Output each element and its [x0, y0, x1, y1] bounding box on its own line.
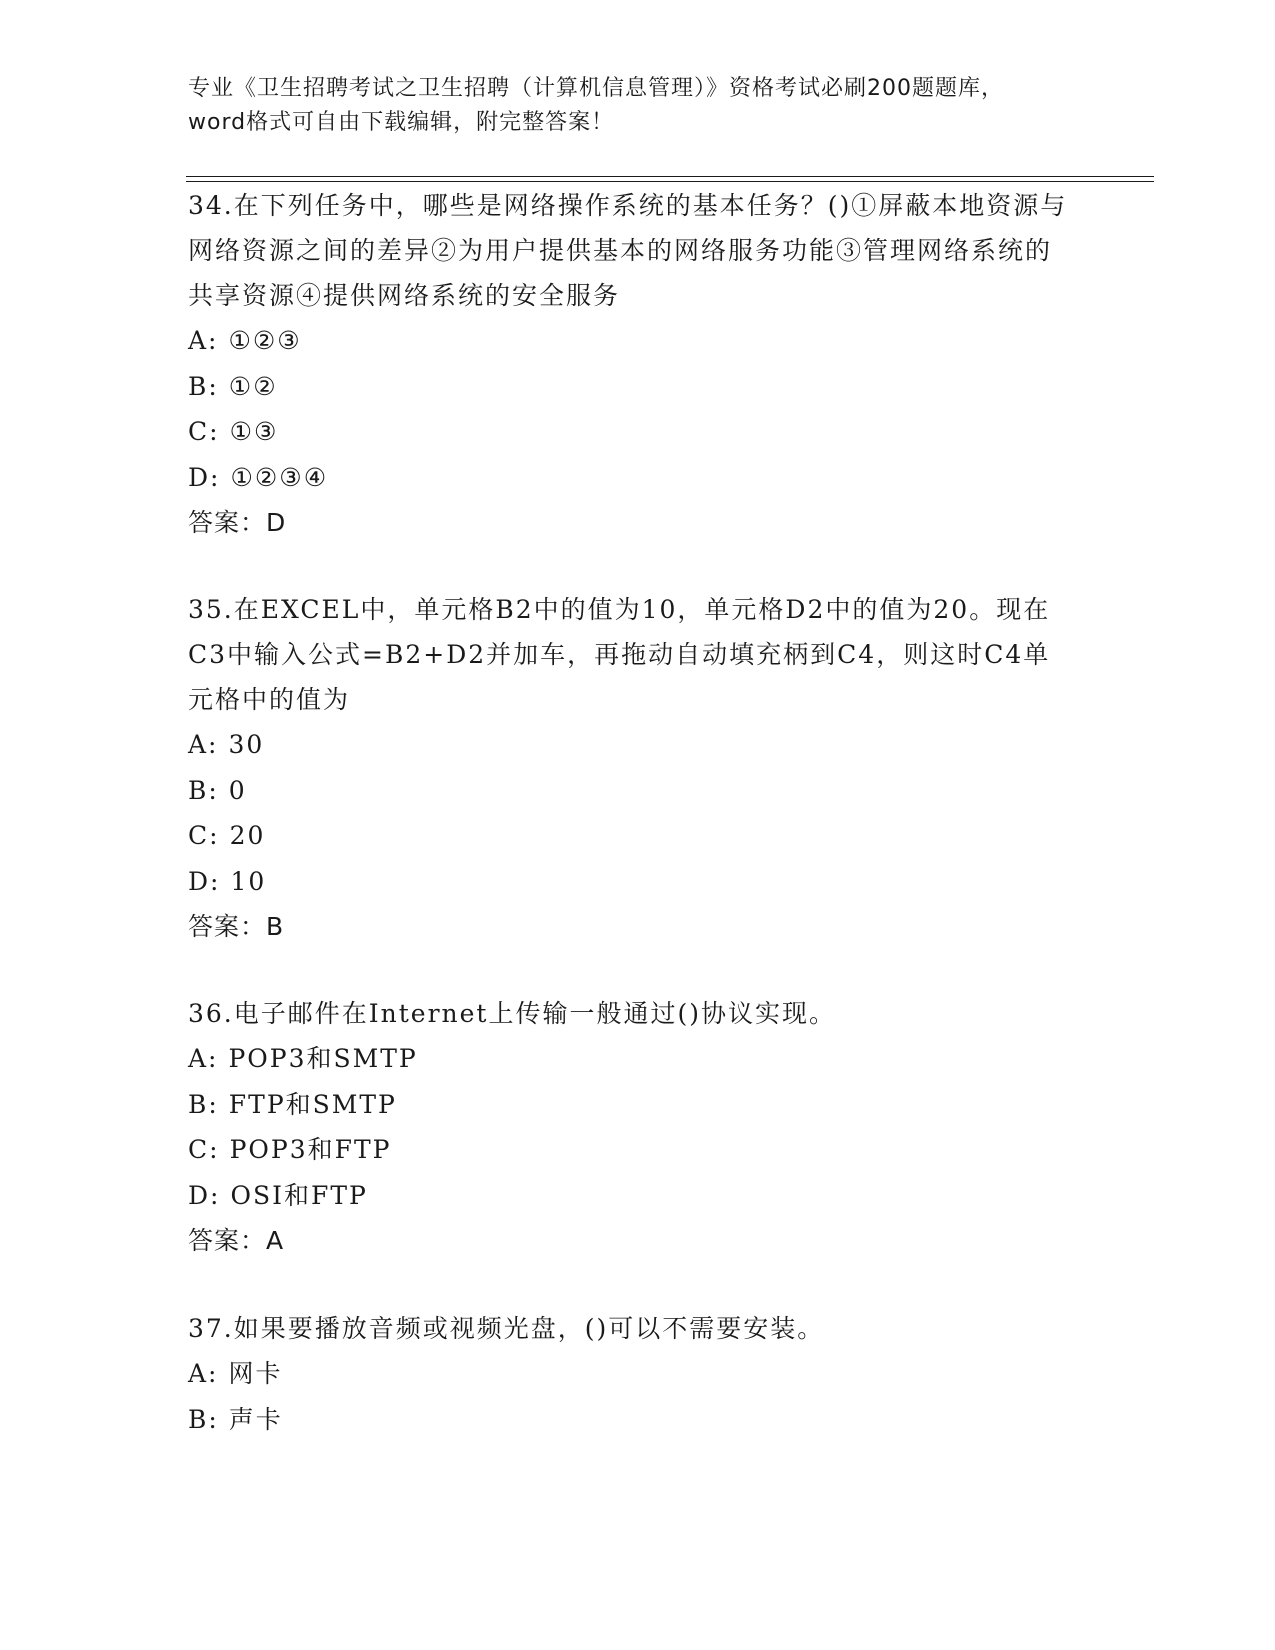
- option-text: 10: [230, 866, 267, 896]
- question-stem: 36.电子邮件在Internet上传输一般通过()协议实现。: [188, 999, 836, 1028]
- option-c: [188, 1127, 1068, 1173]
- question-stem: 37.如果要播放音频或视频光盘，()可以不需要安装。: [188, 1314, 825, 1343]
- option-c: [188, 813, 1068, 859]
- option-label: D:: [188, 462, 221, 492]
- option-label: D:: [188, 1180, 221, 1210]
- question-37: [188, 1306, 1068, 1442]
- option-b: [188, 1082, 1068, 1128]
- option-text: ①③: [229, 417, 279, 446]
- header-line-2: word格式可自由下载编辑，附完整答案！: [188, 110, 615, 135]
- option-text: 声卡: [228, 1404, 283, 1434]
- option-label: A:: [188, 1359, 219, 1388]
- answer-line: 答案：D: [188, 508, 287, 537]
- option-a: [188, 1351, 1068, 1397]
- option-text: POP3和FTP: [229, 1135, 392, 1164]
- option-a: [188, 318, 1068, 364]
- option-label: B:: [188, 1089, 219, 1119]
- question-stem: 34.在下列任务中，哪些是网络操作系统的基本任务？()①屏蔽本地资源与网络资源之间的差异②为用户提供基本的网络服务功能③管理网络系统的共享资源④提供网络系统的安全服务: [188, 191, 1068, 310]
- option-label: C:: [188, 1135, 220, 1164]
- option-text: 30: [228, 730, 265, 759]
- option-text: 0: [228, 775, 247, 805]
- option-label: C:: [188, 417, 220, 446]
- option-a: [188, 1036, 1068, 1082]
- option-b: [188, 768, 1068, 814]
- option-d: [188, 455, 1068, 501]
- option-b: [188, 364, 1068, 410]
- option-label: A:: [188, 1044, 219, 1073]
- option-label: B:: [188, 371, 219, 401]
- option-a: [188, 722, 1068, 768]
- option-label: B:: [188, 775, 219, 805]
- option-label: A:: [188, 326, 219, 355]
- header-line-1: 专业《卫生招聘考试之卫生招聘（计算机信息管理）》资格考试必刷200题题库，: [188, 76, 1004, 101]
- option-text: 网卡: [228, 1359, 283, 1388]
- question-36: [188, 991, 1068, 1263]
- option-b: [188, 1397, 1068, 1443]
- option-label: C:: [188, 821, 220, 850]
- answer-line: 答案：A: [188, 1226, 285, 1255]
- option-text: OSI和FTP: [230, 1180, 368, 1210]
- option-c: [188, 409, 1068, 455]
- option-label: D:: [188, 866, 221, 896]
- option-text: POP3和SMTP: [228, 1044, 418, 1073]
- option-text: ①②: [228, 371, 278, 401]
- option-d: [188, 1173, 1068, 1219]
- question-34: [188, 183, 1068, 545]
- question-stem: 35.在EXCEL中，单元格B2中的值为10，单元格D2中的值为20。现在C3中输入公式=B2+D2并加车，再拖动自动填充柄到C4，则这时C4单元格中的值为: [188, 595, 1051, 714]
- option-d: [188, 859, 1068, 905]
- option-label: A:: [188, 730, 219, 759]
- document-header: [188, 72, 1088, 140]
- header-divider-bottom: [186, 181, 1154, 182]
- option-label: B:: [188, 1404, 219, 1434]
- option-text: ①②③④: [230, 462, 329, 492]
- header-divider-top: [186, 176, 1154, 177]
- answer-line: 答案：B: [188, 912, 285, 941]
- option-text: ①②③: [228, 326, 302, 355]
- option-text: FTP和SMTP: [228, 1089, 397, 1119]
- option-text: 20: [229, 821, 266, 850]
- question-35: [188, 587, 1068, 949]
